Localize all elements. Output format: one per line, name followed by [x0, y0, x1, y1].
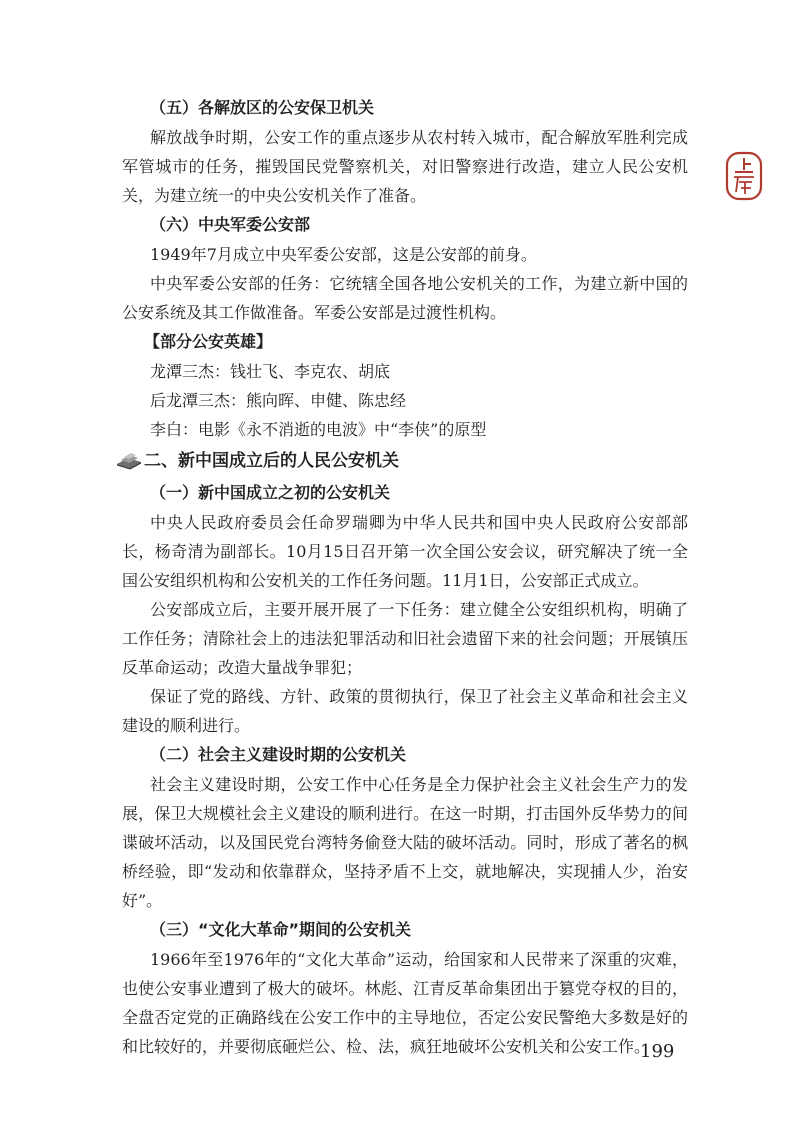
document-body	[122, 93, 688, 1061]
paragraph: 解放战争时期，公安工作的重点逐步从农村转入城市，配合解放军胜利完成军管城市的任务，摧毁国民党警察机关，对旧警察进行改造，建立人民公安机关，为建立统一的中央公安机关作了准备。	[122, 128, 688, 205]
hero-item: 李白：电影《永不消逝的电波》中“李侠”的原型	[150, 420, 487, 439]
section-heading	[116, 444, 688, 478]
paragraph: 中央人民政府委员会任命罗瑞卿为中华人民共和国中央人民政府公安部部长，杨奇清为副部长。10月15日召开第一次全国公安会议，研究解决了统一全国公安组织机构和公安机关的工作任务问题。11月1日，公安部正式成立。	[122, 513, 688, 590]
heading-central-military-commission: （六）中央军委公安部	[150, 215, 311, 234]
paragraph: 保证了党的路线、方针、政策的贯彻执行，保卫了社会主义革命和社会主义建设的顺利进行。	[122, 687, 688, 735]
heading-early-prc: （一）新中国成立之初的公安机关	[150, 483, 391, 502]
paragraph: 社会主义建设时期，公安工作中心任务是全力保护社会主义社会生产力的发展，保卫大规模社会主义建设的顺利进行。在这一时期，打击国外反华势力的间谍破坏活动，以及国民党台湾特务偷登大陆的破坏活动。同时，形成了著名的枫桥经验，即“发动和依靠群众，坚持矛盾不上交，就地解决，实现捕人少，治安好”。	[122, 775, 688, 910]
heading-cultural-revolution: （三）“文化大革命”期间的公安机关	[150, 920, 412, 939]
heroes-title: 【部分公安英雄】	[144, 332, 273, 351]
heading-liberated-areas: （五）各解放区的公安保卫机关	[150, 98, 375, 117]
paragraph: 中央军委公安部的任务：它统辖全国各地公安机关的工作，为建立新中国的公安系统及其工作做准备。军委公安部是过渡性机构。	[122, 274, 688, 322]
paragraph: 1966年至1976年的“文化大革命”运动，给国家和人民带来了深重的灾难，也使公安事业遭到了极大的破坏。林彪、江青反革命集团出于篡党夺权的目的，全盘否定党的正确路线在公安工作中的主导地位，否定公安民警绝大多数是好的和比较好的，并要彻底砸烂公、检、法，疯狂地破坏公安机关和公安工作。	[122, 950, 688, 1056]
paragraph: 1949年7月成立中央军委公安部，这是公安部的前身。	[150, 245, 537, 264]
hero-item: 龙潭三杰：钱壮飞、李克农、胡底	[150, 362, 391, 381]
section-title: 二、新中国成立后的人民公安机关	[144, 451, 399, 471]
paragraph: 公安部成立后，主要开展开展了一下任务：建立健全公安组织机构，明确了工作任务；清除社会上的违法犯罪活动和旧社会遗留下来的社会问题；开展镇压反革命运动；改造大量战争罪犯；	[122, 600, 688, 677]
hero-item: 后龙潭三杰：熊向晖、申健、陈忠经	[150, 391, 407, 410]
heading-socialist-construction: （二）社会主义建设时期的公安机关	[150, 745, 407, 764]
seal-logo	[724, 150, 764, 202]
page-number: 199	[640, 1041, 675, 1062]
book-icon	[116, 452, 142, 470]
